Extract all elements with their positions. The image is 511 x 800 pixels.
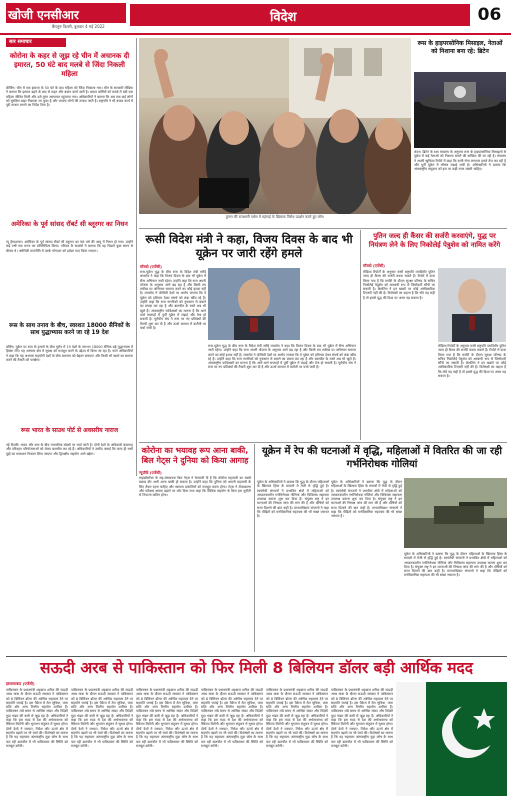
corona-headline: कोरोना का भयावह रूप आना बाकी, बिल गेट्स ने दुनिया को किया आगाह	[141, 446, 249, 465]
sidebar-story4-headline: रूस भारत के साउथ पोर्ट से अवसरीय नाराज	[20, 427, 119, 434]
bottom-body-col3: पाकिस्तान के प्रधानमंत्री शहबाज शरीफ की सऊदी अरब यात्रा के दौरान सऊदी सरकार ने पाकिस्तान को 8 बिलियन डॉलर की आर्थिक सहायता देने पर सहमति जताई है। इस पैकेज में तेल सुविधा, जमा राशि और अन्य वित्तीय सहयोग शामिल हैं। पाकिस्तान लंबे समय से आर्थिक संकट और विदेशी मुद्रा भंडार की कमी से जूझ रहा है। अधिकारियों ने कहा कि इस मदद से देश की अर्थव्यवस्था को स्थिरता मिलेगी और भुगतान संतुलन में सुधार होगा। दोनों देशों ने व्यापार, निवेश और ऊर्जा क्षेत्र में सहयोग बढ़ाने पर भी चर्चा की। विशेषज्ञों का मानना है कि यह सहायता अंतरराष्ट्रीय मुद्रा कोष के साथ चल रही बातचीत में भी पाकिस्तान की स्थिति को मजबूत करेगी।	[136, 688, 198, 748]
putin-body-col1: मीडिया रिपोर्टों के अनुसार रूसी राष्ट्रपति व्लादिमीर पुतिन जल्द ही कैंसर की सर्जरी करवा सकते हैं। रिपोर्ट में दावा किया गया है कि सर्जरी के दौरान सुरक्षा परिषद के सचिव निकोलेई पेत्रुशेव को अस्थायी रूप से जिम्मेदारी सौंपी जा सकती है। क्रेमलिन ने इन खबरों पर कोई आधिकारिक टिप्पणी नहीं की है। विशेषज्ञों का कहना है कि यदि यह सही है तो इससे युद्ध की दिशा पर असर पड़ सकता है।	[363, 270, 435, 300]
sidebar-story3-headline: रूस के साथ तनाव के बीच, स्वरशत 18000 सैनिकों के साथ युद्धाभ्यास करने जा रहे 19 देश	[9, 323, 130, 336]
sidebar-story3-body: बर्लिन। यूक्रेन पर रूस के हमलों के बीच यूरोप में 19 देशों के लगभग 18000 सैनिक बड़े युद्धाभ्यास में हिस्सा लेंगे। यह अभ्यास क्षेत्र में सुरक्षा को मजबूत करने के उद्देश्य से किया जा रहा है। नाटो अधिकारियों ने कहा कि यह अभ्यास सहयोगी देशों के बीच समन्वय को बेहतर बनाएगा और किसी भी खतरे का सामना करने की तैयारी को परखेगा।	[6, 345, 133, 362]
putin-photo	[438, 268, 506, 342]
bottom-byline: इस्लामाबाद (एजेंसी)	[6, 681, 35, 686]
hypersonic-headline: रूस के हाइपरसोनिक मिसाइल, नेताओं को निशाना बना रहे: ब्रिटेन	[417, 40, 503, 55]
pakistan-saudi-flags	[396, 682, 507, 796]
sidebar-story2-headline: अमेरिका के पूर्व सांसद रॉबर्ट सी ब्लूरगर का निधन	[11, 220, 128, 228]
bottom-body-col5: पाकिस्तान के प्रधानमंत्री शहबाज शरीफ की सऊदी अरब यात्रा के दौरान सऊदी सरकार ने पाकिस्तान को 8 बिलियन डॉलर की आर्थिक सहायता देने पर सहमति जताई है। इस पैकेज में तेल सुविधा, जमा राशि और अन्य वित्तीय सहयोग शामिल हैं। पाकिस्तान लंबे समय से आर्थिक संकट और विदेशी मुद्रा भंडार की कमी से जूझ रहा है। अधिकारियों ने कहा कि इस मदद से देश की अर्थव्यवस्था को स्थिरता मिलेगी और भुगतान संतुलन में सुधार होगा। दोनों देशों ने व्यापार, निवेश और ऊर्जा क्षेत्र में सहयोग बढ़ाने पर भी चर्चा की। विशेषज्ञों का मानना है कि यह सहायता अंतरराष्ट्रीय मुद्रा कोष के साथ चल रही बातचीत में भी पाकिस्तान की स्थिति को मजबूत करेगी।	[266, 688, 328, 748]
corona-byline: न्यूयॉर्क (एजेंसी)	[139, 470, 162, 475]
hypersonic-body: लंदन। ब्रिटेन के रक्षा मंत्रालय के अनुसार रूस के हाइपरसोनिक मिसाइलों से यूक्रेन में कई नेताओं को निशाना बनाने की कोशिश की जा रही है। मंत्रालय ने अपनी खुफिया रिपोर्ट में कहा कि रूसी सेना लगातार हमले तेज कर रही है और पूर्वी यूक्रेन में भीषण लड़ाई जारी है। अधिकारियों ने बताया कि अंतरराष्ट्रीय समुदाय को इस पर कड़ी नजर रखनी चाहिए।	[414, 150, 506, 172]
ukraine-photo	[404, 478, 507, 548]
putin-body-col2: मीडिया रिपोर्टों के अनुसार रूसी राष्ट्रपति व्लादिमीर पुतिन जल्द ही कैंसर की सर्जरी करवा सकते हैं। रिपोर्ट में दावा किया गया है कि सर्जरी के दौरान सुरक्षा परिषद के सचिव निकोलेई पेत्रुशेव को अस्थायी रूप से जिम्मेदारी सौंपी जा सकती है। क्रेमलिन ने इन खबरों पर कोई आधिकारिक टिप्पणी नहीं की है। विशेषज्ञों का कहना है कि यदि यह सही है तो इससे युद्ध की दिशा पर असर पड़ सकता है।	[438, 344, 506, 379]
section-bar	[130, 4, 470, 26]
bottom-body-col6: पाकिस्तान के प्रधानमंत्री शहबाज शरीफ की सऊदी अरब यात्रा के दौरान सऊदी सरकार ने पाकिस्तान को 8 बिलियन डॉलर की आर्थिक सहायता देने पर सहमति जताई है। इस पैकेज में तेल सुविधा, जमा राशि और अन्य वित्तीय सहयोग शामिल हैं। पाकिस्तान लंबे समय से आर्थिक संकट और विदेशी मुद्रा भंडार की कमी से जूझ रहा है। अधिकारियों ने कहा कि इस मदद से देश की अर्थव्यवस्था को स्थिरता मिलेगी और भुगतान संतुलन में सुधार होगा। दोनों देशों ने व्यापार, निवेश और ऊर्जा क्षेत्र में सहयोग बढ़ाने पर भी चर्चा की। विशेषज्ञों का मानना है कि यह सहायता अंतरराष्ट्रीय मुद्रा कोष के साथ चल रही बातचीत में भी पाकिस्तान की स्थिति को मजबूत करेगी।	[331, 688, 393, 748]
sidebar-heading: सार समाचार	[6, 38, 66, 47]
page-number: 06	[477, 5, 502, 25]
dateline: बैंगलुरु दिल्ली, बुधवार 4 मई 2022	[52, 24, 105, 29]
ukraine-headline: यूक्रेन में रेप की घटनाओं में वृद्धि, महिलाओं में वितरित की जा रही गर्भनिरोधक गोलियां	[261, 446, 502, 470]
sidebar-story1-body: बीजिंग। चीन में एक इमारत के 50 घंटे के बाद महिला को जिंदा निकाला गया। चीन के सरकारी मीडिया ने बताया कि इमारत ढहने के बाद से राहत और बचाव कार्य जारी है। बचाव कर्मियों को मलबे में दबी एक महिला जीवित मिली और उसे तुरंत अस्पताल पहुंचाया गया। अधिकारियों ने बताया कि अब तक कई लोगों को सुरक्षित बाहर निकाला जा चुका है और लापता लोगों की तलाश जारी है। राष्ट्रपति ने भी बचाव कार्य में पूरी ताकत लगाने का निर्देश दिया है।	[6, 86, 133, 108]
ukraine-body-col1: यूक्रेन के अधिकारियों ने बताया कि युद्ध के दौरान महिलाओं के खिलाफ हिंसा के मामलों में तेजी से वृद्धि हुई है। स्वयंसेवी संगठनों ने प्रभावित क्षेत्रों में महिलाओं को आपातकालीन गर्भनिरोधक गोलियां और चिकित्सा सहायता उपलब्ध कराना शुरू कर दिया है। संयुक्त राष्ट्र ने इन घटनाओं की निष्पक्ष जांच की मांग की है और दोषियों को सजा दिलाने की बात कही है। मानवाधिकार संगठनों ने कहा कि पीड़ितों को मनोवैज्ञानिक सहायता की भी सख्त जरूरत है।	[257, 480, 329, 519]
flags-photo	[396, 682, 507, 796]
publication-name: खोजी एनसीआर	[8, 8, 79, 22]
section-title: विदेश	[270, 10, 297, 25]
protest-illustration	[139, 38, 411, 214]
protest-photo	[139, 38, 411, 214]
masthead	[0, 0, 511, 34]
sidebar	[6, 38, 133, 476]
lead-byline: मॉस्को (एजेंसी)	[140, 264, 162, 269]
lead-headline: रूसी विदेश मंत्री ने कहा, विजय दिवस के बाद भी यूक्रेन पर जारी रहेंगे हमले	[145, 232, 353, 260]
photo-caption: यूनान की राजधानी एथेंस में महंगाई के खिलाफ विरोध प्रदर्शन करते हुए लोग।	[225, 215, 325, 219]
ukraine-body-col2: यूक्रेन के अधिकारियों ने बताया कि युद्ध के दौरान महिलाओं के खिलाफ हिंसा के मामलों में तेजी से वृद्धि हुई है। स्वयंसेवी संगठनों ने प्रभावित क्षेत्रों में महिलाओं को आपातकालीन गर्भनिरोधक गोलियां और चिकित्सा सहायता उपलब्ध कराना शुरू कर दिया है। संयुक्त राष्ट्र ने इन घटनाओं की निष्पक्ष जांच की मांग की है और दोषियों को सजा दिलाने की बात कही है। मानवाधिकार संगठनों ने कहा कि पीड़ितों को मनोवैज्ञानिक सहायता की भी सख्त जरूरत है।	[331, 480, 402, 519]
corona-body: माइक्रोसॉफ्ट के सह-संस्थापक बिल गेट्स ने चेतावनी दी है कि कोरोना महामारी का सबसे खराब दौर अभी आना बाकी हो सकता है। उन्होंने कहा कि दुनिया को अगली महामारी के लिए तैयार रहना चाहिए और स्वास्थ्य प्रणालियों को मजबूत करना होगा। गेट्स ने टीकाकरण और परीक्षण क्षमता बढ़ाने पर जोर दिया तथा कहा कि वैश्विक सहयोग के बिना इस चुनौती से निपटना कठिन होगा।	[139, 476, 251, 498]
lead-body-col2: रूस-यूक्रेन युद्ध के बीच रूस के विदेश मंत्री सर्गेई लावरोव ने कहा कि विजय दिवस के बाद भी यूक्रेन में सैन्य अभियान जारी रहेगा। उन्होंने कहा कि रूस अपनी योजना के अनुसार आगे बढ़ रहा है और किसी तय तारीख पर अभियान समाप्त करने का कोई इरादा नहीं है। लावरोव ने पश्चिमी देशों पर आरोप लगाया कि वे यूक्रेन को हथियार देकर संघर्ष को लंबा खींच रहे हैं। उन्होंने कहा कि रूस नागरिकों को नुकसान से बचाने का प्रयास कर रहा है और बातचीत के रास्ते अब भी खुले हैं। अंतरराष्ट्रीय पर्यवेक्षकों का मानना है कि आने वाले सप्ताहों में पूर्वी यूक्रेन में लड़ाई और तेज हो सकती है। यूरोपीय संघ ने रूस पर नए प्रतिबंधों की तैयारी शुरू कर दी है और ऊर्जा आयात में कटौती पर चर्चा जारी है।	[208, 344, 356, 370]
lead-body-col1: रूस-यूक्रेन युद्ध के बीच रूस के विदेश मंत्री सर्गेई लावरोव ने कहा कि विजय दिवस के बाद भी यूक्रेन में सैन्य अभियान जारी रहेगा। उन्होंने कहा कि रूस अपनी योजना के अनुसार आगे बढ़ रहा है और किसी तय तारीख पर अभियान समाप्त करने का कोई इरादा नहीं है। लावरोव ने पश्चिमी देशों पर आरोप लगाया कि वे यूक्रेन को हथियार देकर संघर्ष को लंबा खींच रहे हैं। उन्होंने कहा कि रूस नागरिकों को नुकसान से बचाने का प्रयास कर रहा है और बातचीत के रास्ते अब भी खुले हैं। अंतरराष्ट्रीय पर्यवेक्षकों का मानना है कि आने वाले सप्ताहों में पूर्वी यूक्रेन में लड़ाई और तेज हो सकती है। यूरोपीय संघ ने रूस पर नए प्रतिबंधों की तैयारी शुरू कर दी है और ऊर्जा आयात में कटौती पर चर्चा जारी है।	[140, 270, 206, 330]
putin-headline: पुतिन जल्द ही कैंसर की सर्जरी करवाएंगे, युद्ध पर नियंत्रण लेने के लिए निकोलेई पेत्रुशेव को नामित करेंगे	[368, 232, 501, 249]
putin-byline: मॉस्को (एजेंसी)	[363, 263, 385, 268]
bottom-body-col2: पाकिस्तान के प्रधानमंत्री शहबाज शरीफ की सऊदी अरब यात्रा के दौरान सऊदी सरकार ने पाकिस्तान को 8 बिलियन डॉलर की आर्थिक सहायता देने पर सहमति जताई है। इस पैकेज में तेल सुविधा, जमा राशि और अन्य वित्तीय सहयोग शामिल हैं। पाकिस्तान लंबे समय से आर्थिक संकट और विदेशी मुद्रा भंडार की कमी से जूझ रहा है। अधिकारियों ने कहा कि इस मदद से देश की अर्थव्यवस्था को स्थिरता मिलेगी और भुगतान संतुलन में सुधार होगा। दोनों देशों ने व्यापार, निवेश और ऊर्जा क्षेत्र में सहयोग बढ़ाने पर भी चर्चा की। विशेषज्ञों का मानना है कि यह सहायता अंतरराष्ट्रीय मुद्रा कोष के साथ चल रही बातचीत में भी पाकिस्तान की स्थिति को मजबूत करेगी।	[71, 688, 133, 748]
ukraine-body-col3: यूक्रेन के अधिकारियों ने बताया कि युद्ध के दौरान महिलाओं के खिलाफ हिंसा के मामलों में तेजी से वृद्धि हुई है। स्वयंसेवी संगठनों ने प्रभावित क्षेत्रों में महिलाओं को आपातकालीन गर्भनिरोधक गोलियां और चिकित्सा सहायता उपलब्ध कराना शुरू कर दिया है। संयुक्त राष्ट्र ने इन घटनाओं की निष्पक्ष जांच की मांग की है और दोषियों को सजा दिलाने की बात कही है। मानवाधिकार संगठनों ने कहा कि पीड़ितों को मनोवैज्ञानिक सहायता की भी सख्त जरूरत है।	[404, 552, 507, 578]
column-rule	[136, 38, 137, 476]
masthead-rule	[0, 33, 511, 35]
sidebar-story4-body: नई दिल्ली। भारत और रूस के बीच व्यापारिक संबंधों पर चर्चा जारी है। दोनों देशों के अधिकारी बंदरगाह और परिवहन परियोजनाओं को लेकर बातचीत कर रहे हैं। अधिकारियों ने उम्मीद जताई कि जल्द ही सभी मुद्दों का समाधान निकाल लिया जाएगा और द्विपक्षीय सहयोग आगे बढ़ेगा।	[6, 443, 133, 456]
sidebar-story1-headline: कोरोना के कहर से जूझ रहे चीन में अचानक दी इमारत, 50 घंटे बाद मलबे से जिंदा निकली महिला	[9, 52, 130, 78]
missile-photo	[414, 72, 506, 148]
lavrov-photo	[208, 268, 300, 340]
bottom-body-col4: पाकिस्तान के प्रधानमंत्री शहबाज शरीफ की सऊदी अरब यात्रा के दौरान सऊदी सरकार ने पाकिस्तान को 8 बिलियन डॉलर की आर्थिक सहायता देने पर सहमति जताई है। इस पैकेज में तेल सुविधा, जमा राशि और अन्य वित्तीय सहयोग शामिल हैं। पाकिस्तान लंबे समय से आर्थिक संकट और विदेशी मुद्रा भंडार की कमी से जूझ रहा है। अधिकारियों ने कहा कि इस मदद से देश की अर्थव्यवस्था को स्थिरता मिलेगी और भुगतान संतुलन में सुधार होगा। दोनों देशों ने व्यापार, निवेश और ऊर्जा क्षेत्र में सहयोग बढ़ाने पर भी चर्चा की। विशेषज्ञों का मानना है कि यह सहायता अंतरराष्ट्रीय मुद्रा कोष के साथ चल रही बातचीत में भी पाकिस्तान की स्थिति को मजबूत करेगी।	[201, 688, 263, 748]
sidebar-story2-body: न्यू हैम्पशायर। अमेरिका के पूर्व सांसद रॉबर्ट सी ब्लूरगर का 98 वर्ष की आयु में निधन हो गया। उन्होंने कई वर्षों तक राज्य का प्रतिनिधित्व किया। परिवार के सदस्यों ने बताया कि वह पिछले कुछ समय से बीमार थे। अमेरिकी राजनीति में उनके योगदान को हमेशा याद किया जाएगा।	[6, 240, 133, 253]
bottom-body-col1: पाकिस्तान के प्रधानमंत्री शहबाज शरीफ की सऊदी अरब यात्रा के दौरान सऊदी सरकार ने पाकिस्तान को 8 बिलियन डॉलर की आर्थिक सहायता देने पर सहमति जताई है। इस पैकेज में तेल सुविधा, जमा राशि और अन्य वित्तीय सहयोग शामिल हैं। पाकिस्तान लंबे समय से आर्थिक संकट और विदेशी मुद्रा भंडार की कमी से जूझ रहा है। अधिकारियों ने कहा कि इस मदद से देश की अर्थव्यवस्था को स्थिरता मिलेगी और भुगतान संतुलन में सुधार होगा। दोनों देशों ने व्यापार, निवेश और ऊर्जा क्षेत्र में सहयोग बढ़ाने पर भी चर्चा की। विशेषज्ञों का मानना है कि यह सहायता अंतरराष्ट्रीय मुद्रा कोष के साथ चल रही बातचीत में भी पाकिस्तान की स्थिति को मजबूत करेगी।	[6, 688, 68, 748]
bottom-headline: सऊदी अरब से पाकिस्तान को फिर मिली 8 बिलियन डॉलर बड़ी आर्थिक मदद	[40, 659, 473, 677]
